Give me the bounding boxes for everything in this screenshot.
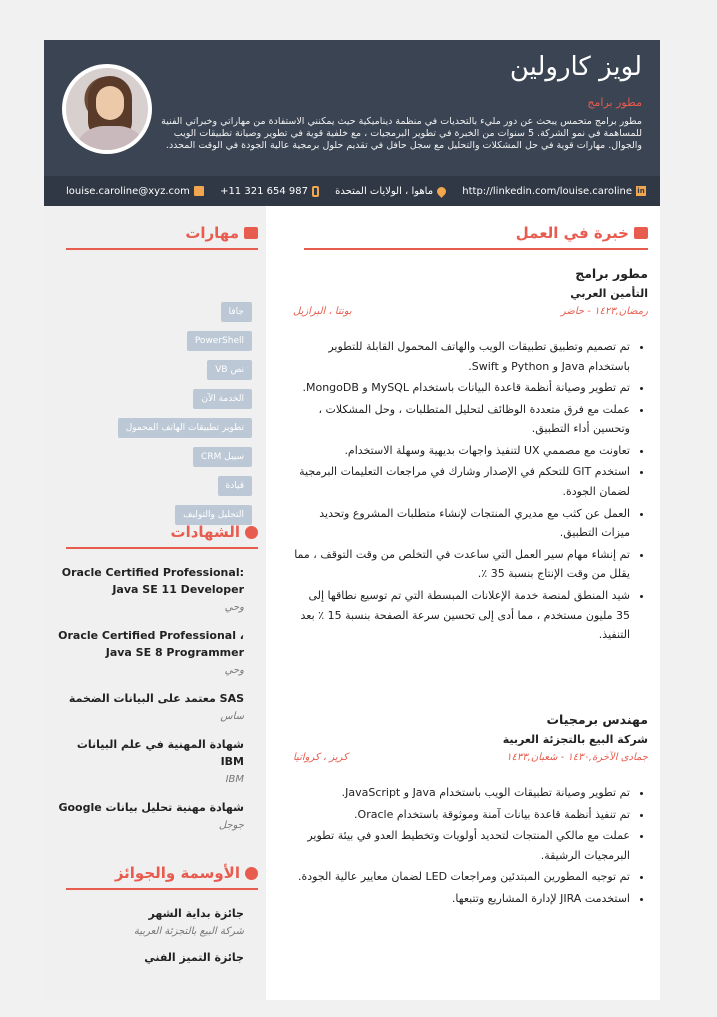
phone-icon xyxy=(312,186,319,197)
job-bullet: • تم إنشاء مهام سير العمل التي ساعدت في التخلص من وقت التوقف ، مما يقلل من وقت الإنتاج بنسبة 35 ٪. xyxy=(293,545,630,584)
section-divider xyxy=(66,888,258,890)
main-column xyxy=(280,206,660,1000)
job-bullet: • تم تطوير وصيانة أنظمة قاعدة البيانات باستخدام MySQL و MongoDB. xyxy=(293,378,630,398)
job-company: شركة البيع بالتجزئة العربية xyxy=(502,733,648,746)
resume-page xyxy=(44,40,660,1000)
awards-section-header xyxy=(66,864,258,890)
job-entry xyxy=(293,712,648,910)
map-pin-icon xyxy=(435,185,448,198)
certificate-item xyxy=(58,736,244,785)
job-dates: رمضان,١٤٢٣ - حاضر xyxy=(560,306,648,317)
contact-linkedin-text: http://linkedin.com/louise.caroline xyxy=(462,185,632,197)
contact-bar xyxy=(44,176,660,206)
envelope-icon xyxy=(194,186,204,196)
job-company: التأمين العربي xyxy=(570,287,648,300)
experience-title: خبرة في العمل xyxy=(515,224,629,242)
candidate-name: لويز كارولين xyxy=(509,52,642,82)
job-bullet: • تم تصميم وتطبيق تطبيقات الويب والهاتف المحمول القابلة للتطوير باستخدام Java و Python و Swift. xyxy=(293,337,630,376)
avatar-face xyxy=(96,86,124,120)
contact-location xyxy=(335,186,446,197)
tools-icon xyxy=(244,227,258,239)
section-divider xyxy=(304,248,648,250)
job-bullet: • تم تنفيذ أنظمة قاعدة بيانات آمنة وموثوقة باستخدام Oracle. xyxy=(293,805,630,825)
awards-list xyxy=(58,907,244,978)
certificates-list xyxy=(58,564,244,845)
job-bullet: • عملت مع فرق متعددة الوظائف لتحليل المتطلبات ، وحل المشكلات ، وتحسين أداء التطبيق. xyxy=(293,400,630,439)
job-title: مطور برامج xyxy=(575,266,648,281)
skill-tag: جافا xyxy=(221,302,252,322)
job-bullet: • شيد المنطق لمنصة خدمة الإعلانات المبسطة التي تم توسيع نطاقها إلى 35 مليون مستخدم ، مما أدى إلى تحسين سرعة الصفحة بنسبة 15 ٪ بعد التنفيذ. xyxy=(293,586,630,645)
certificate-name: Oracle Certified Professional ، Java SE 8 Programmer xyxy=(58,629,244,660)
certificate-name: Oracle Certified Professional: Java SE 11 Developer xyxy=(61,566,244,597)
awards-title: الأوسمة والجوائز xyxy=(114,864,240,882)
award-name: جائزة التميز الفني xyxy=(144,951,244,964)
sidebar-column xyxy=(44,206,266,1000)
briefcase-icon xyxy=(634,227,648,239)
skill-tag: الخدمة الآن xyxy=(193,389,252,409)
medal-icon xyxy=(245,867,258,880)
job-bullet: • استخدم GIT للتحكم في الإصدار وشارك في مراجعات التعليمات البرمجية لضمان الجودة. xyxy=(293,462,630,501)
job-location: بونتا ، البرازيل xyxy=(293,306,352,317)
job-bullet: • تعاونت مع مصممي UX لتنفيذ واجهات بديهية وسهلة الاستخدام. xyxy=(293,441,630,461)
award-item xyxy=(58,951,244,964)
skill-tag: نص VB xyxy=(207,360,252,380)
job-bullet: • تم توجيه المطورين المبتدئين ومراجعات LED لضمان معايير عالية الجودة. xyxy=(293,867,630,887)
job-bullets xyxy=(293,337,648,645)
job-bullet: • استخدمت JIRA لإدارة المشاريع وتتبعها. xyxy=(293,889,630,909)
contact-email-text: louise.caroline@xyz.com xyxy=(66,185,190,197)
job-meta xyxy=(293,306,648,317)
certificate-item xyxy=(58,564,244,613)
candidate-role: مطور برامج xyxy=(587,96,642,109)
certificate-name: شهادة مهنية تحليل بيانات Google xyxy=(58,801,244,815)
skill-tag: سيبل CRM xyxy=(193,447,252,467)
skill-tag: قيادة xyxy=(218,476,252,496)
contact-phone[interactable] xyxy=(220,186,319,197)
section-divider xyxy=(66,248,258,250)
job-dates: جمادى الآخرة,١٤٣٠ - شعبان,١٤٣٣ xyxy=(506,752,648,763)
profile-summary: مطور برامج متحمس يبحث عن دور مليء بالتحديات في منظمة ديناميكية حيث يمكنني الاستفادة من مهاراتي وخبراتي الفنية للمساهمة في نمو الشركة. 5 سنوات من الخبرة في تطوير البرمجيات ، مع خلفية قوية في تطوير وصيانة تطبيقات الويب والجوال. مهارات قوية في حل المشكلات والتحليل مع سجل حافل في تقديم حلول برمجية عالية الجودة في الوقت المحدد. xyxy=(161,116,642,151)
contact-email[interactable] xyxy=(66,186,204,197)
certificates-title: الشهادات xyxy=(170,523,240,541)
experience-section-header xyxy=(304,224,648,250)
section-divider xyxy=(66,547,258,549)
award-item xyxy=(58,907,244,937)
skills-section-header xyxy=(66,224,258,250)
gear-icon xyxy=(245,526,258,539)
award-name: جائزة بداية الشهر xyxy=(148,907,244,920)
certificate-org: ساس xyxy=(220,711,244,723)
award-org: شركة البيع بالتجزئة العربية xyxy=(133,926,244,937)
avatar-body xyxy=(74,126,148,154)
certificate-item xyxy=(58,690,244,722)
certificate-name: SAS معتمد على البيانات الضخمة xyxy=(68,692,244,706)
skill-tag: PowerShell xyxy=(187,331,252,351)
certificate-org: جوجل xyxy=(218,820,244,832)
skill-tag: التحليل والتوليف xyxy=(175,505,252,525)
job-location: كريز ، كرواتيا xyxy=(293,752,348,763)
linkedin-icon: in xyxy=(637,187,645,195)
certificates-section-header xyxy=(66,523,258,549)
job-bullet: • العمل عن كثب مع مديري المنتجات لإنشاء متطلبات المشروع وتحديد ميزات التطبيق. xyxy=(293,504,630,543)
certificate-org: وحي xyxy=(224,602,244,614)
certificate-item xyxy=(58,627,244,676)
job-bullet: • عملت مع مالكي المنتجات لتحديد أولويات وتخطيط العدو في بيئة تطوير البرمجيات الرشيقة. xyxy=(293,826,630,865)
contact-location-text: ماهوا ، الولايات المتحدة xyxy=(335,185,434,197)
skills-title: مهارات xyxy=(185,224,239,242)
job-bullets xyxy=(293,783,648,908)
skill-tag: تطوير تطبيقات الهاتف المحمول xyxy=(118,418,252,438)
certificate-name: شهادة المهنية في علم البيانات IBM xyxy=(76,738,244,769)
certificate-org: IBM xyxy=(225,774,244,786)
job-meta xyxy=(293,752,648,763)
job-entry xyxy=(293,266,648,647)
avatar xyxy=(62,64,152,154)
contact-phone-text: +11 321 654 987 xyxy=(220,185,308,197)
resume-header xyxy=(44,40,660,176)
job-title: مهندس برمجيات xyxy=(546,712,648,727)
skills-list xyxy=(118,302,252,534)
contact-linkedin[interactable] xyxy=(462,186,646,197)
certificate-item xyxy=(58,799,244,831)
job-bullet: • تم تطوير وصيانة تطبيقات الويب باستخدام Java و JavaScript. xyxy=(293,783,630,803)
certificate-org: وحي xyxy=(224,665,244,677)
